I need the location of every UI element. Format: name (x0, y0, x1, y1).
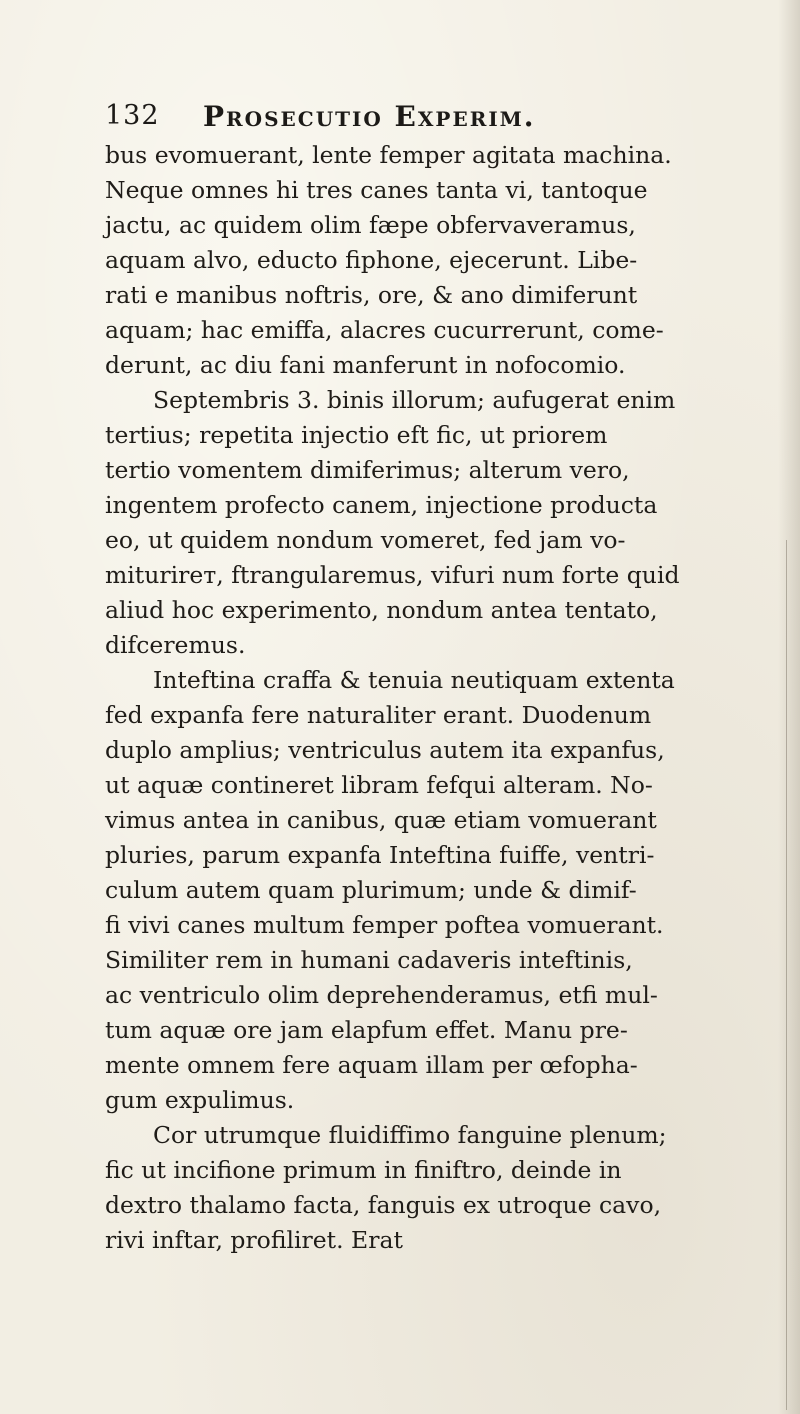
text-line: ut aquæ contineret libram fefqui alteram. No- (105, 771, 653, 799)
text-line: dextro thalamo facta, fanguis ex utroque cavo, (105, 1191, 662, 1219)
text-line: aquam; hac emiffa, alacres cucurrerunt, come- (105, 316, 664, 344)
text-line: rati e manibus noftris, ore, & ano dimiferunt (105, 281, 638, 309)
text-line: fed expanfa fere naturaliter erant. Duodenum (105, 701, 652, 729)
text-line: difceremus. (105, 631, 246, 659)
text-line: ingentem profecto canem, injectione producta (105, 491, 658, 519)
text-line: tertio vomentem dimiferimus; alterum vero, (105, 456, 630, 484)
text-line: Inteftina craffa & tenuia neutiquam extenta (153, 666, 675, 694)
text-line: rivi inftar, profiliret. Erat (105, 1226, 403, 1254)
text-line: fic ut incifione primum in finiftro, deinde in (105, 1156, 622, 1184)
text-line: aliud hoc experimento, nondum antea tentato, (105, 596, 658, 624)
text-line: pluries, parum expanfa Inteftina fuiffe, ventri- (105, 841, 655, 869)
text-line: duplo amplius; ventriculus autem ita expanfus, (105, 736, 665, 764)
text-line: tertius; repetita injectio eft fic, ut priorem (105, 421, 608, 449)
text-line: eo, ut quidem nondum vomeret, fed jam vo- (105, 526, 626, 554)
text-line: aquam alvo, educto fiphone, ejecerunt. Libe- (105, 246, 638, 274)
text-line: mente omnem fere aquam illam per œfopha- (105, 1051, 638, 1079)
text-line: derunt, ac diu fani manferunt in nofocomio. (105, 351, 626, 379)
text-line: miturirет, ftrangularemus, vifuri num forte quid (105, 561, 680, 589)
text-line: ac ventriculo olim deprehenderamus, etfi mul- (105, 981, 658, 1009)
page-edge-shadow (778, 0, 800, 1414)
text-line: Cor utrumque fluidiffimo fanguine plenum; (153, 1121, 667, 1149)
text-line: Similiter rem in humani cadaveris inteftinis, (105, 946, 633, 974)
text-line: tum aquæ ore jam elapfum effet. Manu pre- (105, 1016, 628, 1044)
text-line: fi vivi canes multum femper poftea vomuerant. (105, 911, 664, 939)
text-line: jactu, ac quidem olim fæpe obfervaveramus, (105, 211, 636, 239)
text-line: vimus antea in canibus, quæ etiam vomuerant (105, 806, 657, 834)
text-line: Neque omnes hi tres canes tanta vi, tantoque (105, 176, 648, 204)
page-header (105, 100, 745, 140)
body-text (105, 138, 785, 1258)
page-number: 132 (105, 100, 160, 131)
text-line: Septembris 3. binis illorum; aufugerat enim (153, 386, 676, 414)
running-title: Prosecutio Experim. (203, 100, 536, 133)
text-line: culum autem quam plurimum; unde & dimif- (105, 876, 637, 904)
text-line: gum expulimus. (105, 1086, 295, 1114)
text-line: bus evomuerant, lente femper agitata machina. (105, 141, 672, 169)
